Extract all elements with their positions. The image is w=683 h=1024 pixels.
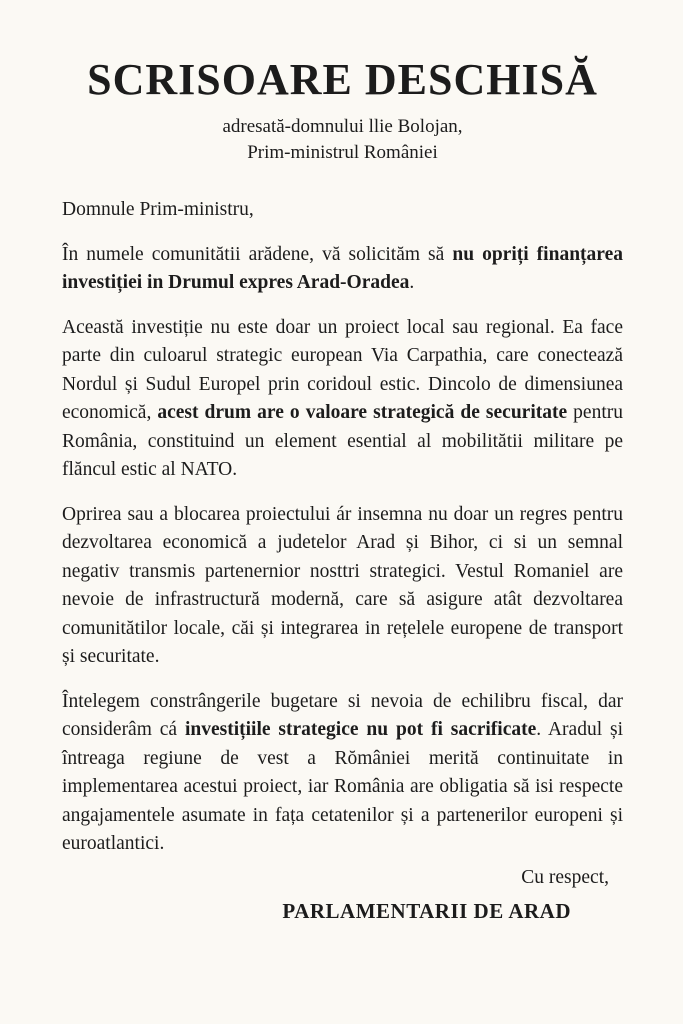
p4-bold: investițiile strategice nu pot fi sacrificate bbox=[184, 719, 537, 740]
p2-end: pentru România, constituind un element esential al mobilitătii militare pe flăncul estic al NATO. bbox=[62, 402, 623, 480]
p1-text: În numele comunitătii arădene, vă solicităm să bbox=[62, 243, 453, 265]
subtitle-line-2: Prim-ministrul României bbox=[247, 142, 438, 163]
letter-body bbox=[62, 196, 623, 859]
subtitle-line-1: adresată-domnului llie Bolojan, bbox=[222, 116, 463, 137]
paragraph-3: Oprirea sau a blocarea proiectului ár insemna nu doar un regres pentru dezvoltarea economică a judetelor Arad și Bihor, ci si un semnal negativ transmis partenernior nosttri strategici. Vestul Romaniel are nevoie de infrastructură modernă, care să asigure atât dezvoltarea comunitătilor locale, căi și integrarea in rețelele europene de transport și securitate. bbox=[62, 503, 623, 667]
signature: PARLAMENTARII DE ARAD bbox=[282, 898, 571, 923]
page-title: SCRISOARE DESCHISĂ bbox=[87, 55, 598, 104]
closing: Cu respect, bbox=[521, 866, 609, 888]
salutation: Domnule Prim-ministru, bbox=[62, 199, 254, 220]
paragraph-1 bbox=[62, 241, 623, 298]
subtitle bbox=[62, 114, 623, 166]
p2-text: Această investiție nu este doar un proiect local sau regional. Ea face parte din culoarul strategic european Via Carpathia, care conectează Nordul și Sudul Europel prin coridoul estic. Dincolo de dimensiunea economică, bbox=[62, 316, 623, 423]
paragraph-2 bbox=[62, 314, 623, 485]
p2-bold: acest drum are o valoare strategică de securitate bbox=[157, 402, 568, 423]
p1-bold: nu opriți finanțarea investiției in Drumul expres Arad-Oradea bbox=[62, 243, 623, 293]
p1-end: . bbox=[409, 272, 415, 293]
paragraph-4 bbox=[62, 688, 623, 859]
p4-text: Întelegem constrângerile bugetare si nevoia de echilibru fiscal, dar considerâm cá bbox=[62, 690, 623, 740]
p4-end: . Aradul și întreaga regiune de vest a Rŏmâniei merită continuitate in implementarea acestui proiect, iar România are obligatia să isi respecte angajamentele asumate in fața cetatenilor și a partenerilor europeni și euroatlantici. bbox=[62, 719, 623, 854]
